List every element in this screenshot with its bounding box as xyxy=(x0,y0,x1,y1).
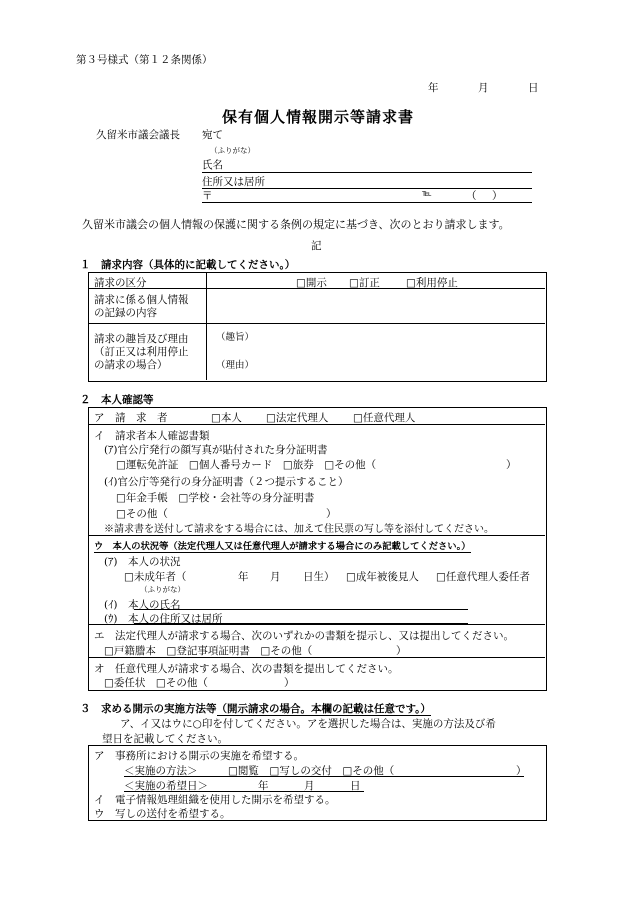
intro-text: 久留米市議会の個人情報の保護に関する条例の規定に基づき、次のとおり請求します。 xyxy=(82,218,510,231)
requester-type-label: ア 請 求 者 xyxy=(94,412,168,424)
minor-birth: 日生） xyxy=(303,571,335,583)
id-docs-other-options[interactable]: □年金手帳 □学校・会社等の身分証明書 xyxy=(116,492,315,504)
page-title: 保有個人情報開示等請求書 xyxy=(222,108,415,126)
requester-furigana: （ふりがな） xyxy=(210,146,255,155)
voluntary-agent-docs-close: ） xyxy=(284,677,295,689)
method-close: ） xyxy=(516,765,527,777)
option-legal-agent[interactable]: □法定代理人 xyxy=(266,412,329,424)
section2-heading: ２ 本人確認等 xyxy=(80,394,154,406)
section3-heading-prefix: ３ 求める開示の実施方法等 xyxy=(80,703,217,715)
purpose-label-2: （訂正又は利用停止 xyxy=(94,346,189,358)
id-docs-photo: (ｱ)官公庁発行の顔写真が貼付された身分証明書 xyxy=(104,444,328,456)
option-suspension[interactable]: □利用停止 xyxy=(406,277,458,289)
addressee-suffix: 宛て xyxy=(202,129,223,141)
purpose-subhead: （趣旨） xyxy=(216,332,255,343)
option-minor[interactable]: □未成年者（ xyxy=(124,571,187,583)
id-docs-other-close: ） xyxy=(326,508,337,520)
option-correction[interactable]: □訂正 xyxy=(349,277,380,289)
request-type-label: 請求の区分 xyxy=(94,277,147,289)
purpose-label-1: 請求の趣旨及び理由 xyxy=(94,333,189,345)
desired-date-year: 年 xyxy=(258,780,269,792)
voluntary-agent-docs-options[interactable]: □委任状 □その他（ xyxy=(104,677,208,689)
legal-agent-docs-title: エ 法定代理人が請求する場合、次のいずれかの書類を提示し、又は提出してください。 xyxy=(94,630,514,642)
section3-instruction-1: ア、イ又はウに○印を付してください。アを選択した場合は、実施の方法及び希 xyxy=(120,718,496,730)
id-docs-note: ※請求書を送付して請求をする場合には、加えて住民票の写し等を添付してください。 xyxy=(104,524,494,535)
person-address-label: (ｳ) 本人の住所又は居所 xyxy=(104,613,223,625)
minor-year: 年 xyxy=(238,571,249,583)
record-content-label-2: の記録の内容 xyxy=(94,307,157,319)
tel-label: ℡ xyxy=(422,189,432,199)
method-line xyxy=(124,776,524,777)
legal-agent-docs-options[interactable]: □戸籍謄本 □登記事項証明書 □その他（ xyxy=(104,645,313,657)
method-options[interactable]: □閲覧 □写しの交付 □その他（ xyxy=(228,765,395,777)
desired-date-day: 日 xyxy=(350,780,361,792)
form-number: 第３号様式（第１２条関係） xyxy=(76,54,213,66)
purpose-label-3: の請求の場合） xyxy=(94,359,168,371)
person-address-line[interactable] xyxy=(134,623,468,624)
requester-address-label: 住所又は居所 xyxy=(202,176,265,188)
id-docs-title: イ 請求者本人確認書類 xyxy=(94,430,210,442)
option-self[interactable]: □本人 xyxy=(211,412,242,424)
id-docs-other: (ｲ)官公庁等発行の身分証明書（２つ提示すること） xyxy=(104,476,349,488)
record-content-label-1: 請求に係る個人情報 xyxy=(94,294,189,306)
desired-date-label: ＜実施の希望日＞ xyxy=(124,780,208,792)
desired-date-month: 月 xyxy=(304,780,315,792)
ki-label: 記 xyxy=(311,240,322,252)
requester-address-line[interactable] xyxy=(202,188,532,189)
requester-name-line[interactable] xyxy=(202,172,532,173)
option-disclosure[interactable]: □開示 xyxy=(296,277,327,289)
postal-mark: 〒 xyxy=(202,190,213,202)
person-furigana: （ふりがな） xyxy=(140,585,185,594)
section1-row-divider-2 xyxy=(88,323,545,324)
date-month-label: 月 xyxy=(478,82,489,94)
tel-paren-open: （ xyxy=(466,190,477,202)
addressee-name: 久留米市議会議長 xyxy=(96,129,180,141)
date-day-label: 日 xyxy=(528,82,539,94)
option-adult-ward[interactable]: □成年被後見人 xyxy=(346,571,419,583)
section3-instruction-2: 望日を記載してください。 xyxy=(102,733,228,745)
section3-heading-note: （開示請求の場合。本欄の記載は任意です。） xyxy=(216,703,431,715)
option-delegator[interactable]: □任意代理人委任者 xyxy=(436,571,530,583)
disclosure-electronic[interactable]: イ 電子情報処理組織を使用した開示を希望する。 xyxy=(94,794,336,806)
requester-name-label: 氏名 xyxy=(202,159,223,171)
tel-paren-close: ） xyxy=(492,190,503,202)
section1-heading: １ 請求内容（具体的に記載してください。） xyxy=(80,259,296,271)
id-docs-photo-close: ） xyxy=(506,459,517,471)
person-name-label: (ｲ) 本人の氏名 xyxy=(104,599,181,611)
section3-heading xyxy=(80,701,431,716)
voluntary-agent-docs-title: オ 任意代理人が請求する場合、次の書類を提出してください。 xyxy=(94,663,399,675)
id-docs-photo-options[interactable]: □運転免許証 □個人番号カード □旅券 □その他（ xyxy=(116,459,377,471)
reason-subhead: （理由） xyxy=(216,360,255,371)
minor-month: 月 xyxy=(270,571,281,583)
method-label: ＜実施の方法＞ xyxy=(124,765,198,777)
disclosure-at-office[interactable]: ア 事務所における開示の実施を希望する。 xyxy=(94,750,304,762)
person-status-label: (ｱ) 本人の状況 xyxy=(104,556,181,568)
section2-divider-i xyxy=(88,535,545,536)
id-docs-other-field[interactable]: □その他（ xyxy=(116,508,168,520)
legal-agent-docs-close: ） xyxy=(396,645,407,657)
postal-tel-line[interactable] xyxy=(202,202,532,203)
person-status-title: ウ 本人の状況等（法定代理人又は任意代理人が請求する場合にのみ記載してください。） xyxy=(94,538,471,553)
option-voluntary-agent[interactable]: □任意代理人 xyxy=(353,412,416,424)
person-name-line[interactable] xyxy=(134,609,468,610)
disclosure-mail-copy[interactable]: ウ 写しの送付を希望する。 xyxy=(94,808,231,820)
date-year-label: 年 xyxy=(428,82,439,94)
